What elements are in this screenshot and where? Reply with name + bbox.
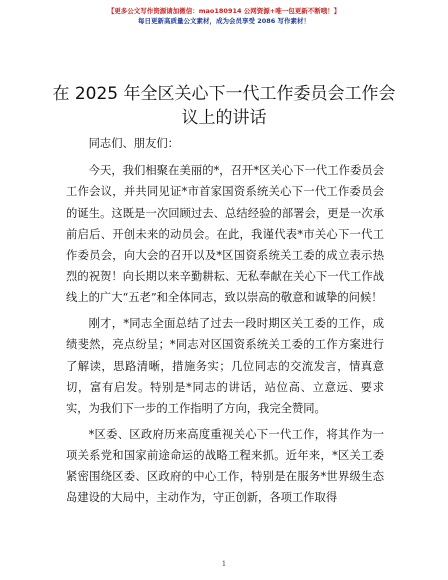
banner-line-2: 每日更新高质量公文素材，成为会员享受 2086 写作素材！ [137, 17, 311, 25]
paragraph: 刚才，*同志全面总结了过去一段时期区关工委的工作，成绩斐然，亮点纷呈；*同志对区国资系统关工委的工作方案进行了解读，思路清晰，措施务实；几位同志的交流发言，情真意切，富有启发。特别是*同志的讲话，站位高、立意远、要求实，为我们下一步的工作指明了方向，我完全赞同。 [66, 317, 384, 415]
document-title: 在 2025 年全区关心下一代工作委员会工作会议上的讲话 [52, 84, 396, 128]
greeting: 同志们、朋友们： [88, 137, 179, 150]
document-body [66, 133, 384, 513]
header-banner [0, 6, 448, 26]
page-number: 1 [221, 560, 227, 568]
paragraph: *区委、区政府历来高度重视关心下一代工作，将其作为一项关系党和国家前途命运的战略工程来抓。近年来，*区关工委紧密围绕区委、区政府的中心工作，特别是在服务*世界级生态岛建设的大局中，主动作为，守正创新，各项工作取得 [66, 427, 384, 505]
banner-line-1: 【更多公文写作资源请加微信：mao180914 公网资源+唯一包更新不断哦！】 [107, 7, 341, 15]
paragraph: 今天，我们相聚在美丽的*，召开*区关心下一代工作委员会工作会议，并共同见证*市首家国资系统关心下一代工作委员会的诞生。这既是一次回顾过去、总结经验的部署会，更是一次承前启后、开创未来的动员会。在此，我谨代表*市关心下一代工作委员会，向大会的召开以及*区国资系统关工委的成立表示热烈的祝贺！向长期以来辛勤耕耘、无私奉献在关心下一代工作战线上的广大“五老”和全体同志，致以崇高的敬意和诚挚的问候！ [66, 164, 384, 305]
